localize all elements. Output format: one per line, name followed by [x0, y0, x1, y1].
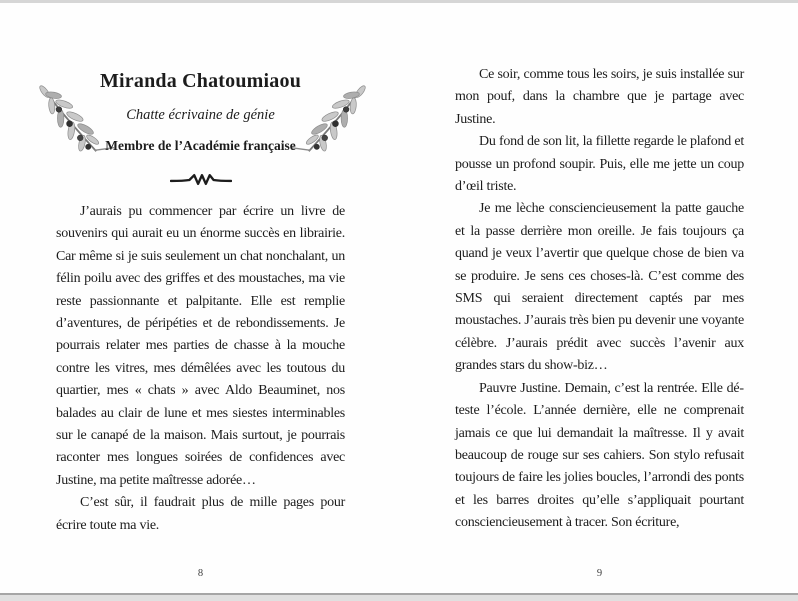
paragraph: Je me lèche consciencieusement la patte gauche et la passe derrière mon oreille. Je fais toujours ça quand je veux l’avertir que quelque chose de bien va se produire. Je sens ces choses-là. C’est comme des SMS qui seraient directement captés par mes moustaches. J’aurais très bien pu devenir une voyante célèbre. J’aurais prédit avec succès l’avenir aux grandes stars du show-biz…: [455, 201, 744, 374]
paragraph: Pauvre Justine. Demain, c’est la rentrée. Elle déteste l’école. L’année dernière, elle ne comprenait jamais ce que lui demandait la maîtresse. Il y avait beaucoup de rouge sur ses cahiers. Son stylo refusait toujours de faire les jolies boucles, l’arrondi des ponts et les barres droites qu’elle s’appliquait pourtant consciencieusement à tracer. Son écriture,: [455, 380, 744, 531]
page-text: [56, 201, 345, 537]
author-name: Miranda Chatoumiaou: [99, 70, 302, 92]
paragraph: C’est sûr, il faudrait plus de mille pages pour écrire toute ma vie.: [56, 495, 345, 533]
scan-edge-bottom: [0, 593, 798, 601]
paragraph: Ce soir, comme tous les soirs, je suis installée sur mon pouf, dans la chambre que je partage avec Justine.: [455, 67, 744, 127]
paragraph: Du fond de son lit, la fillette regarde le plafond et pousse un profond soupir. Puis, elle me jette un coup d’œil triste.: [455, 134, 744, 195]
page-text: [455, 64, 744, 535]
page-number: 9: [596, 568, 603, 579]
author-subtitle: Chatte écrivaine de génie: [126, 107, 275, 123]
page-left: [56, 0, 345, 601]
author-affiliation: Membre de l’Académie française: [105, 138, 296, 153]
page-right: [455, 0, 744, 601]
paragraph: J’aurais pu commencer par écrire un livre de souvenirs qui aurait eu un énorme succès en librairie. Car même si je suis seulement un chat nonchalant, un félin poilu avec des griffes et des moustaches, ma vie reste passionnante et palpitante. Elle est remplie d’aventures, de péripéties et de rebondissements. Je pourrais relater mes parties de chasse à la mouche contre les vitres, mes démêlées avec les toutous du quartier, mes « chats » avec Aldo Beauminet, nos balades au clair de lune et mes siestes interminables sur le canapé de la maison. Mais surtout, je pourrais raconter mes longues soirées de confidences avec Justine, ma petite maîtresse adorée…: [56, 204, 345, 488]
rope-twist-divider-icon: [170, 172, 232, 188]
page-number: 8: [197, 568, 204, 579]
